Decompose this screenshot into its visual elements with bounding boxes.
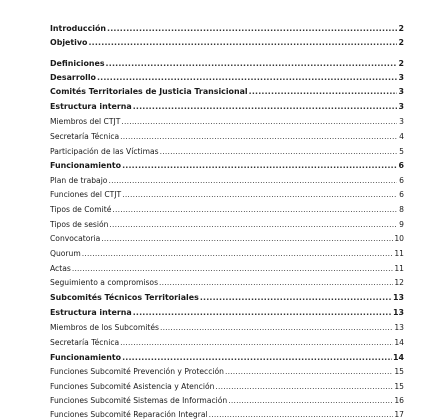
toc-entry-page: 2 [398,24,404,33]
toc-entry-title: Subcomités Técnicos Territoriales [50,293,199,302]
toc-entry[interactable] [50,382,404,391]
toc-entry-title: Funciones Subcomité Prevención y Protección [50,367,224,376]
toc-dot-leader [101,234,393,243]
toc-entry-page: 6 [398,161,404,170]
toc-entry[interactable] [50,249,404,258]
toc-entry-page: 17 [394,410,404,419]
toc-entry-title: Funciones del CTJT [50,190,122,199]
toc-entry-title: Funciones Subcomité Sistemas de Información [50,396,228,405]
toc-entry-title: Secretaría Técnica [50,338,120,347]
toc-entry-page: 11 [394,249,404,258]
toc-entry[interactable] [50,176,404,185]
toc-entry[interactable] [50,117,404,126]
toc-entry[interactable] [50,396,404,405]
toc-entry[interactable] [50,410,404,419]
toc-entry-title: Funcionamiento [50,161,122,170]
toc-entry-title: Miembros del CTJT [50,117,121,126]
toc-dot-leader [97,73,397,82]
toc-entry-title: Desarrollo [50,73,96,82]
toc-entry-title: Participación de las Víctimas [50,147,159,156]
toc-dot-leader [225,367,393,376]
toc-entry-page: 9 [399,220,404,229]
toc-entry-title: Funcionamiento [50,353,122,362]
toc-entry[interactable] [50,323,404,332]
toc-dot-leader [82,249,394,258]
toc-entry[interactable] [50,87,404,96]
toc-entry[interactable] [50,161,404,170]
toc-entry[interactable] [50,293,404,302]
toc-entry-page: 3 [398,87,404,96]
toc-dot-leader [107,24,397,33]
toc-entry-page: 14 [394,338,404,347]
toc-dot-leader [109,220,397,229]
toc-entry-title: Miembros de los Subcomités [50,323,159,332]
toc-entry-title: Estructura interna [50,102,132,111]
toc-dot-leader [215,382,393,391]
toc-entry-title: Estructura interna [50,308,132,317]
toc-entry[interactable] [50,234,404,243]
toc-entry-title: Funciones Subcomité Asistencia y Atención [50,382,215,391]
toc-entry[interactable] [50,308,404,317]
toc-entry[interactable] [50,190,404,199]
toc-entry[interactable] [50,59,404,68]
toc-entry[interactable] [50,132,404,141]
toc-entry-page: 3 [398,102,404,111]
toc-entry-page: 8 [399,205,404,214]
toc-entry[interactable] [50,220,404,229]
toc-dot-leader [108,176,397,185]
toc-entry-page: 12 [394,278,404,287]
toc-dot-leader [160,147,397,156]
toc-entry-page: 15 [394,367,404,376]
toc-entry-title: Plan de trabajo [50,176,108,185]
toc-entry[interactable] [50,73,404,82]
toc-entry-title: Tipos de sesión [50,220,109,229]
toc-entry-page: 10 [394,234,404,243]
toc-entry[interactable] [50,147,404,156]
toc-entry[interactable] [50,38,404,47]
toc-dot-leader [133,308,392,317]
toc-entry-page: 6 [399,190,404,199]
toc-dot-leader [122,190,397,199]
toc-dot-leader [106,59,397,68]
toc-entry-page: 16 [394,396,404,405]
toc-entry-title: Convocatoria [50,234,101,243]
toc-dot-leader [122,161,397,170]
toc-dot-leader [120,132,397,141]
toc-entry-title: Seguimiento a compromisos [50,278,159,287]
toc-entry-page: 5 [399,147,404,156]
toc-entry[interactable] [50,205,404,214]
toc-entry-title: Comités Territoriales de Justicia Transicional [50,87,248,96]
toc-dot-leader [200,293,392,302]
toc-dot-leader [159,278,393,287]
toc-entry-title: Introducción [50,24,107,33]
toc-entry-title: Secretaría Técnica [50,132,120,141]
toc-entry-page: 13 [393,308,404,317]
toc-entry-title: Actas [50,264,71,273]
toc-dot-leader [88,38,397,47]
toc-entry[interactable] [50,338,404,347]
toc-dot-leader [72,264,394,273]
toc-entry[interactable] [50,353,404,362]
toc-entry-page: 11 [394,264,404,273]
toc-entry-page: 13 [393,293,404,302]
toc-entry[interactable] [50,264,404,273]
toc-entry-page: 3 [398,73,404,82]
toc-entry-page: 6 [399,176,404,185]
toc-dot-leader [112,205,397,214]
toc-entry[interactable] [50,24,404,33]
toc-entry-title: Definiciones [50,59,105,68]
toc-entry[interactable] [50,102,404,111]
toc-dot-leader [228,396,393,405]
toc-dot-leader [120,338,393,347]
toc-entry-page: 3 [399,117,404,126]
toc-entry-title: Quorum [50,249,81,258]
toc-entry-page: 14 [393,353,404,362]
toc-entry-page: 15 [394,382,404,391]
toc-dot-leader [133,102,397,111]
toc-entry-page: 2 [398,38,404,47]
toc-entry[interactable] [50,278,404,287]
toc-entry-page: 4 [399,132,404,141]
toc-dot-leader [160,323,393,332]
toc-dot-leader [249,87,397,96]
toc-dot-leader [121,117,397,126]
toc-entry-title: Objetivo [50,38,88,47]
toc-entry[interactable] [50,367,404,376]
toc-dot-leader [209,410,394,419]
toc-dot-leader [122,353,392,362]
toc-entry-title: Tipos de Comité [50,205,112,214]
toc-entry-title: Funciones Subcomité Reparación Integral [50,410,208,419]
toc-entry-page: 13 [394,323,404,332]
toc-entry-page: 2 [398,59,404,68]
